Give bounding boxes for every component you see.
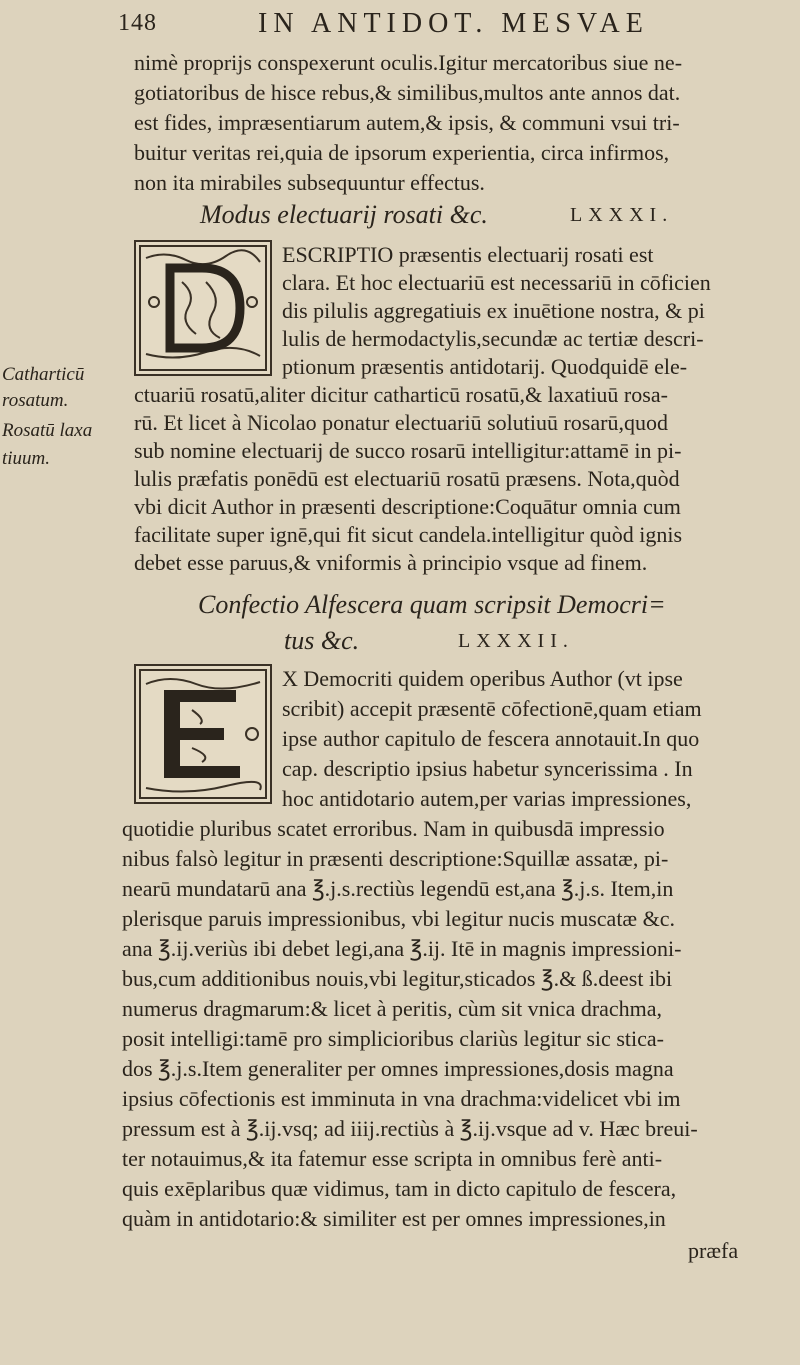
section-heading-continued: tus &c. <box>284 626 360 655</box>
text-line: scribit) accepit præsentē cōfectionē,quam etiam <box>282 696 702 721</box>
text-line: ESCRIPTIO præsentis electuarij rosati est <box>282 242 654 267</box>
text-line: bus,cum additionibus nouis,vbi legitur,sticados ℥.& ß.deest ibi <box>122 966 673 991</box>
section-number: LXXXI. <box>570 204 674 226</box>
text-line: quotidie pluribus scatet erroribus. Nam in quibusdā impressio <box>122 816 665 841</box>
initial-ornament-icon <box>136 242 270 374</box>
text-line: ipse author capitulo de fescera annotauit.In quo <box>282 726 700 751</box>
text-line: posit intelligi:tamē pro simplicioribus clariùs legitur sic stica- <box>122 1026 664 1051</box>
margin-note: tiuum. <box>2 448 51 469</box>
catchword: præfa <box>688 1238 739 1263</box>
text-line: numerus dragmarum:& licet à peritis, cùm sit vnica drachma, <box>122 996 663 1021</box>
section-number: LXXXII. <box>458 630 574 652</box>
page-number: 148 <box>118 10 157 36</box>
text-line: quis exēplaribus quæ vidimus, tam in dicto capitulo de fescera, <box>122 1176 677 1201</box>
text-line: vbi dicit Author in præsenti descriptione:Coquātur omnia cum <box>134 494 681 519</box>
text-line: nearū mundatarū ana ℥.j.s.rectiùs legendū est,ana ℥.j.s. Item,in <box>122 876 674 901</box>
margin-note: Catharticū <box>2 364 85 385</box>
text-line: X Democriti quidem operibus Author (vt ipse <box>282 666 683 691</box>
text-line: rū. Et licet à Nicolao ponatur electuariū solutiuū rosarū,quod <box>134 410 668 435</box>
text-line: ctuariū rosatū,aliter dicitur catharticū rosatū,& laxatiuū rosa- <box>134 382 668 407</box>
text-line: lulis de hermodactylis,secundæ ac tertiæ descri- <box>282 326 704 351</box>
section-heading: Modus electuarij rosati &c. <box>200 200 488 229</box>
margin-note: Rosatū laxa <box>2 420 93 441</box>
text-line: ana ℥.ij.veriùs ibi debet legi,ana ℥.ij. Itē in magnis impressioni- <box>122 936 682 961</box>
running-header <box>118 10 718 46</box>
text-line: est fides, impræsentiarum autem,& ipsis, & communi vsui tri- <box>134 110 680 135</box>
text-line: plerisque paruis impressionibus, vbi legitur nucis muscatæ &c. <box>122 906 675 931</box>
text-line: nimè proprijs conspexerunt oculis.Igitur mercatoribus siue ne- <box>134 50 683 75</box>
margin-note: rosatum. <box>2 390 69 411</box>
text-line: ter notauimus,& ita fatemur esse scripta in omnibus ferè anti- <box>122 1146 663 1171</box>
text-line: cap. descriptio ipsius habetur syncerissima . In <box>282 756 693 781</box>
text-line: clara. Et hoc electuariū est necessariū in cōficien <box>282 270 711 295</box>
section-heading: Confectio Alfescera quam scripsit Democri= <box>198 590 666 619</box>
text-line: debet esse paruus,& vniformis à principio vsque ad finem. <box>134 550 648 575</box>
text-line: ptionum præsentis antidotarij. Quodquidē ele- <box>282 354 688 379</box>
decorated-initial-e <box>134 664 272 804</box>
running-title: IN ANTIDOT. MESVAE <box>258 8 649 39</box>
decorated-initial-d <box>134 240 272 376</box>
text-line: lulis præfatis ponēdū est electuariū rosatū præsens. Nota,quòd <box>134 466 680 491</box>
text-line: hoc antidotario autem,per varias impressiones, <box>282 786 692 811</box>
text-line: dos ℥.j.s.Item generaliter per omnes impressiones,dosis magna <box>122 1056 674 1081</box>
text-line: non ita mirabiles subsequuntur effectus. <box>134 170 485 195</box>
text-line: buitur veritas rei,quia de ipsorum experientia, circa infirmos, <box>134 140 670 165</box>
text-line: nibus falsò legitur in præsenti descriptione:Squillæ assatæ, pi- <box>122 846 669 871</box>
text-line: dis pilulis aggregatiuis ex inuētione nostra, & pi <box>282 298 705 323</box>
initial-ornament-icon <box>136 666 270 802</box>
text-line: gotiatoribus de hisce rebus,& similibus,multos ante annos dat. <box>134 80 681 105</box>
text-line: ipsius cōfectionis est imminuta in vna drachma:videlicet vbi im <box>122 1086 681 1111</box>
text-line: sub nomine electuarij de succo rosarū intelligitur:attamē in pi- <box>134 438 682 463</box>
text-line: quàm in antidotario:& similiter est per omnes impressiones,in <box>122 1206 666 1231</box>
text-line: pressum est à ℥.ij.vsq; ad iiij.rectiùs à ℥.ij.vsque ad v. Hæc breui- <box>122 1116 698 1141</box>
text-line: facilitate super ignē,qui fit sicut candela.intelligitur quòd ignis <box>134 522 683 547</box>
